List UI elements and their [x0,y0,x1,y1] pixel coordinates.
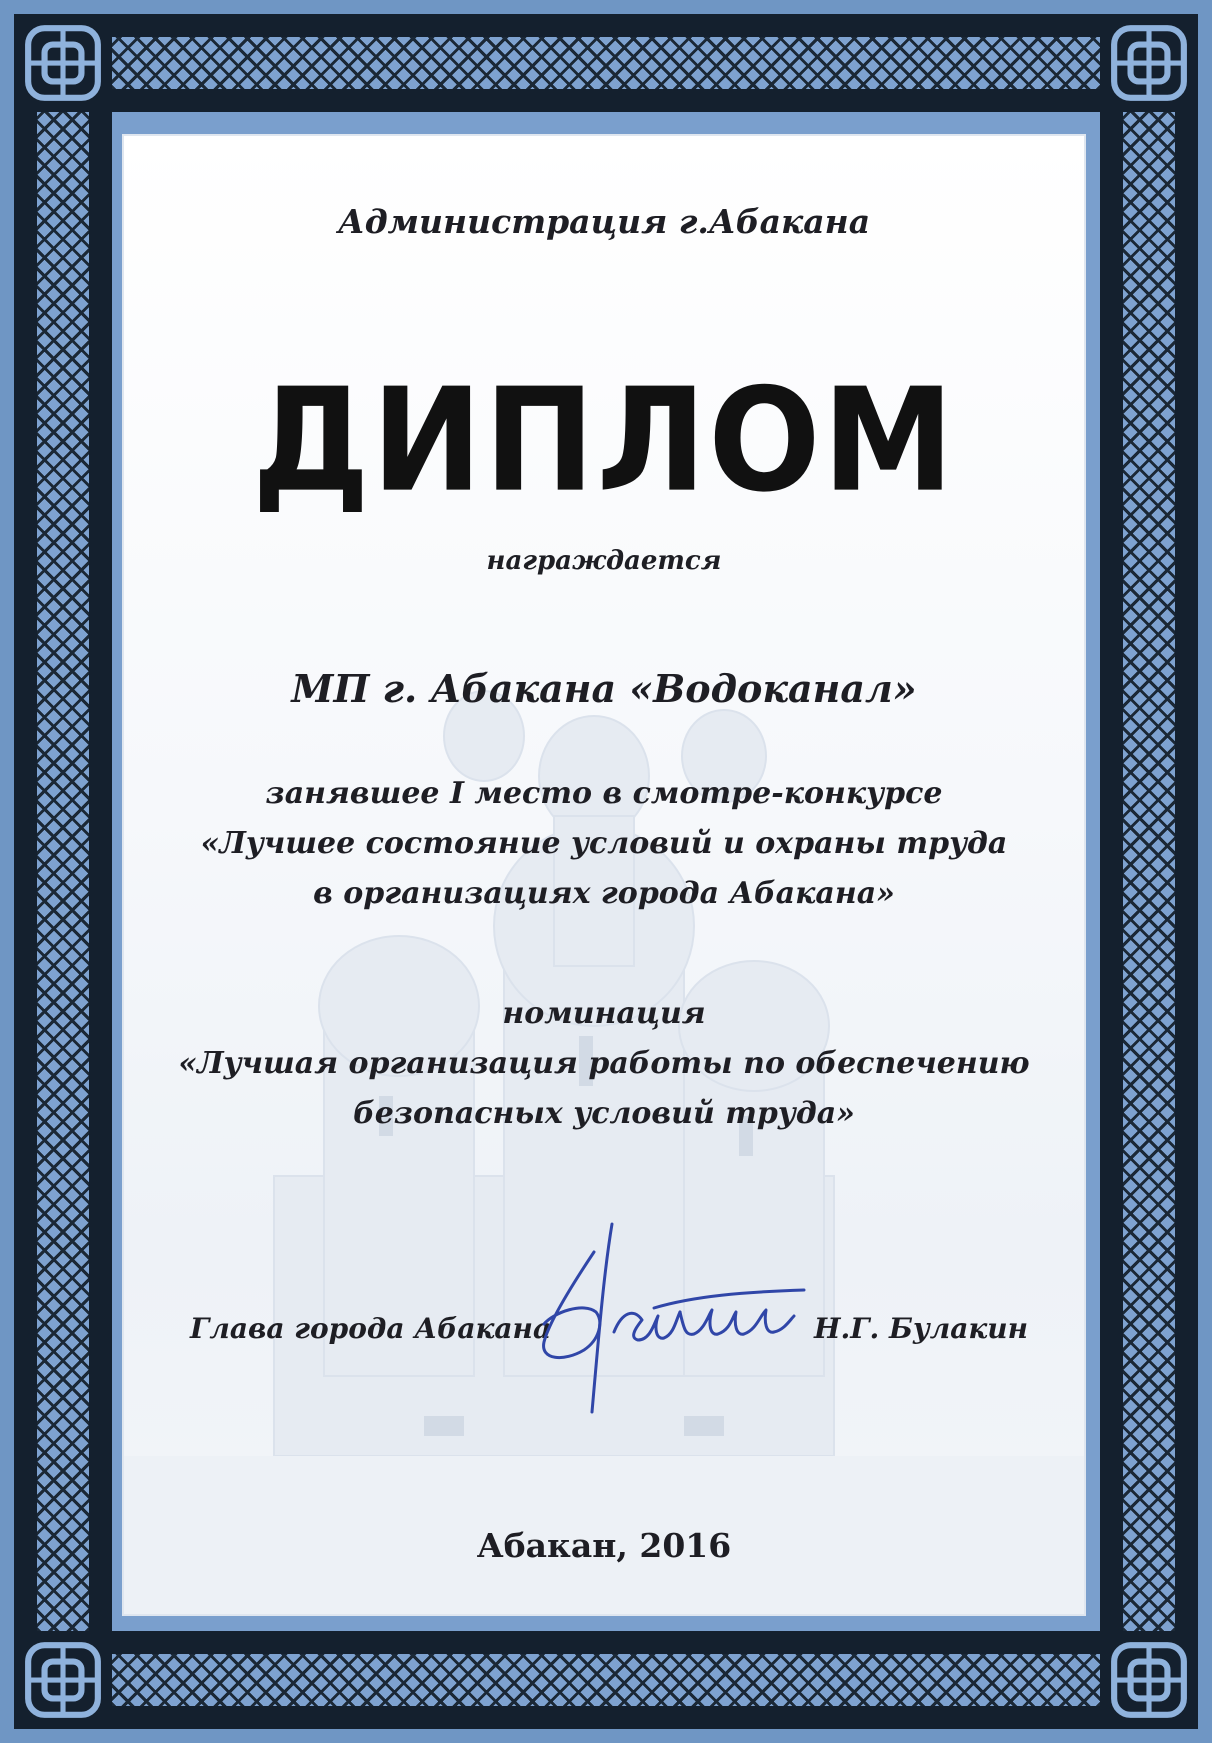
corner-knot-icon [14,1631,112,1729]
place-date: Абакан, 2016 [476,1526,732,1565]
issuer-line: Администрация г.Абакана [337,202,871,241]
corner-knot-icon [1100,1631,1198,1729]
nomination-label: номинация [502,996,706,1031]
corner-knot-icon [14,14,112,112]
knot-pattern-left [37,112,89,1631]
knot-pattern-bottom [112,1654,1100,1706]
handwritten-signature-icon [504,1212,844,1432]
frame-band-right [1100,14,1198,1729]
diploma-title: ДИПЛОМ [252,357,956,525]
achievement-line: занявшее I место в смотре-конкурсе [265,776,943,811]
signatory-name: Н.Г. Булакин [814,1312,1029,1345]
nomination-line: «Лучшая организация работы по обеспечению [178,1046,1030,1081]
achievement-line: в организациях города Абакана» [313,876,895,911]
frame-band-top [14,14,1198,112]
frame-band-bottom [14,1631,1198,1729]
frame-band-left [14,14,112,1729]
recipient-name: МП г. Абакана «Водоканал» [291,666,917,711]
signatory-title: Глава города Абакана [190,1312,552,1345]
signature-block [124,1286,1084,1376]
achievement-line: «Лучшее состояние условий и охраны труда [200,826,1008,861]
awarded-label: награждается [486,546,722,576]
nomination-line: безопасных условий труда» [353,1096,855,1131]
diploma-paper [124,136,1084,1614]
knot-pattern-top [112,37,1100,89]
knot-pattern-right [1123,112,1175,1631]
corner-knot-icon [1100,14,1198,112]
